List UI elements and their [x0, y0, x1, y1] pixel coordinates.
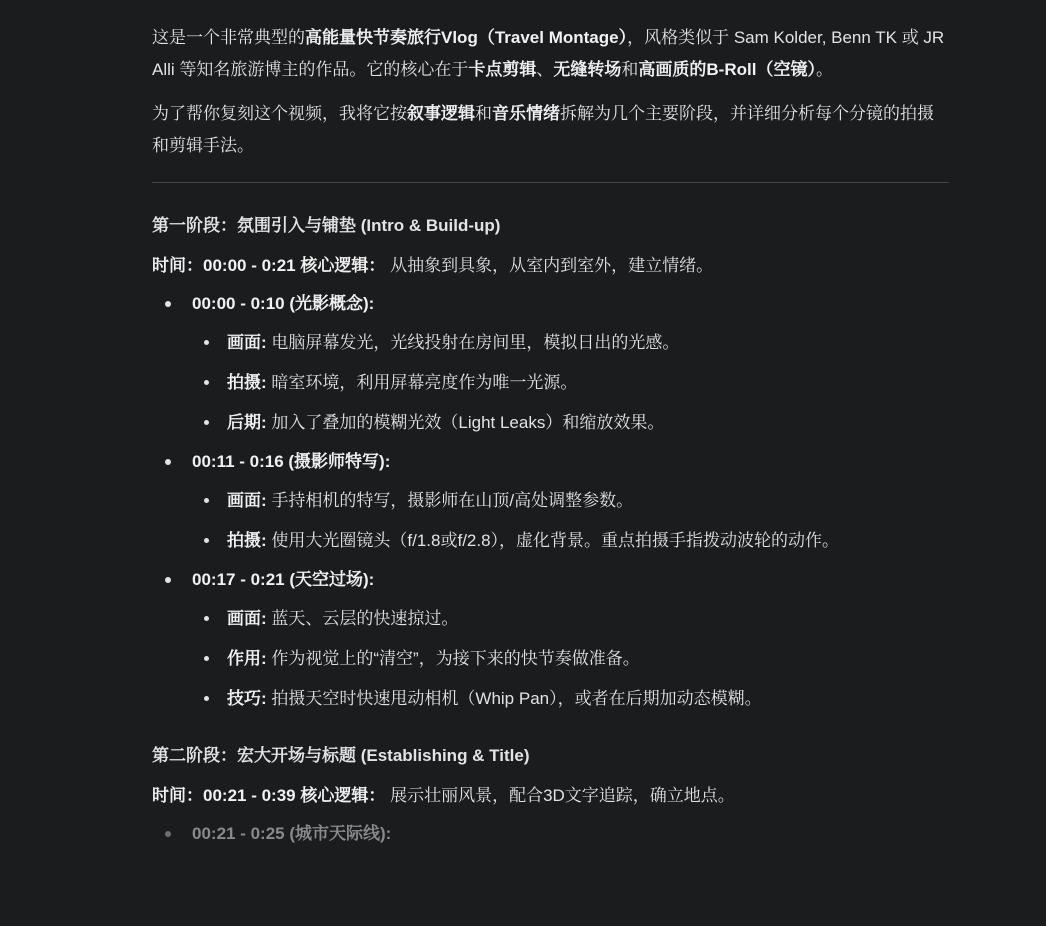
- bold-text: 无缝转场: [553, 60, 622, 79]
- bold-text: 高画质的B-Roll（空镜）: [638, 60, 816, 79]
- shot-heading: 00:11 - 0:16 (摄影师特写):: [192, 452, 391, 471]
- divider: [152, 182, 949, 183]
- detail-item: [192, 323, 949, 363]
- section-title: 第二阶段：宏大开场与标题 (Establishing & Title): [152, 746, 530, 765]
- text: 拆解为几个主要阶段，并详细分析每个分镜的拍摄和剪辑手法。: [152, 104, 934, 155]
- section-2: [152, 741, 949, 853]
- section-title: 第一阶段：氛围引入与铺垫 (Intro & Build-up): [152, 216, 501, 235]
- bold-text: 卡点剪辑: [468, 60, 537, 79]
- text: 和: [621, 60, 639, 79]
- shot-details: [192, 323, 949, 443]
- shot-item: [152, 443, 949, 561]
- shot-item: [152, 815, 949, 853]
- shot-item: [152, 285, 949, 443]
- detail-item: [192, 403, 949, 443]
- intro-paragraph-2: [152, 98, 949, 162]
- shot-heading: 00:00 - 0:10 (光影概念):: [192, 294, 375, 313]
- bold-text: 音乐情绪: [492, 104, 560, 123]
- detail-label: 画面:: [227, 333, 267, 352]
- section-time-line: [152, 251, 949, 281]
- bold-text: 叙事逻辑: [407, 104, 475, 123]
- detail-text: 作为视觉上的“清空”，为接下来的快节奏做准备。: [266, 649, 640, 668]
- detail-item: [192, 481, 949, 521]
- detail-label: 技巧:: [227, 689, 267, 708]
- section-1: [152, 211, 949, 719]
- shot-item: [152, 561, 949, 719]
- text: ，风格类似于 Sam Kolder, Benn TK 或 JR Alli 等知名旅游博主的作品。它的核心在于: [152, 28, 945, 79]
- text: 这是一个非常典型的: [152, 28, 305, 47]
- time-text: 从抽象到具象，从室内到室外，建立情绪。: [385, 256, 714, 275]
- shot-list: [152, 815, 949, 853]
- detail-text: 蓝天、云层的快速掠过。: [266, 609, 459, 628]
- shot-heading: 00:17 - 0:21 (天空过场):: [192, 570, 375, 589]
- intro-paragraph-1: [152, 22, 949, 86]
- detail-label: 拍摄:: [227, 531, 267, 550]
- detail-label: 画面:: [227, 491, 267, 510]
- detail-label: 画面:: [227, 609, 267, 628]
- detail-text: 电脑屏幕发光，光线投射在房间里，模拟日出的光感。: [266, 333, 680, 352]
- detail-text: 使用大光圈镜头（f/1.8或f/2.8），虚化背景。重点拍摄手指拨动波轮的动作。: [266, 531, 840, 550]
- time-label: 时间：00:21 - 0:39 核心逻辑：: [152, 786, 386, 805]
- text: 和: [475, 104, 492, 123]
- bold-text: 高能量快节奏旅行Vlog（Travel Montage）: [305, 28, 628, 47]
- text: 为了帮你复刻这个视频，我将它按: [152, 104, 407, 123]
- detail-item: [192, 679, 949, 719]
- detail-label: 作用:: [227, 649, 267, 668]
- detail-item: [192, 639, 949, 679]
- section-time-line: [152, 781, 949, 811]
- detail-label: 后期:: [227, 413, 267, 432]
- time-text: 展示壮丽风景，配合3D文字追踪，确立地点。: [385, 786, 735, 805]
- detail-item: [192, 363, 949, 403]
- shot-details: [192, 481, 949, 561]
- detail-text: 暗室环境，利用屏幕亮度作为唯一光源。: [266, 373, 578, 392]
- shot-heading: 00:21 - 0:25 (城市天际线):: [192, 824, 392, 843]
- shot-list: [152, 285, 949, 719]
- detail-item: [192, 599, 949, 639]
- detail-text: 加入了叠加的模糊光效（Light Leaks）和缩放效果。: [266, 413, 665, 432]
- detail-text: 手持相机的特写，摄影师在山顶/高处调整参数。: [266, 491, 634, 510]
- detail-label: 拍摄:: [227, 373, 267, 392]
- shot-details: [192, 599, 949, 719]
- detail-text: 拍摄天空时快速甩动相机（Whip Pan），或者在后期加动态模糊。: [266, 689, 762, 708]
- text: 、: [536, 60, 554, 79]
- chat-response: [152, 22, 949, 853]
- detail-item: [192, 521, 949, 561]
- time-label: 时间：00:00 - 0:21 核心逻辑：: [152, 256, 386, 275]
- text: 。: [815, 60, 833, 79]
